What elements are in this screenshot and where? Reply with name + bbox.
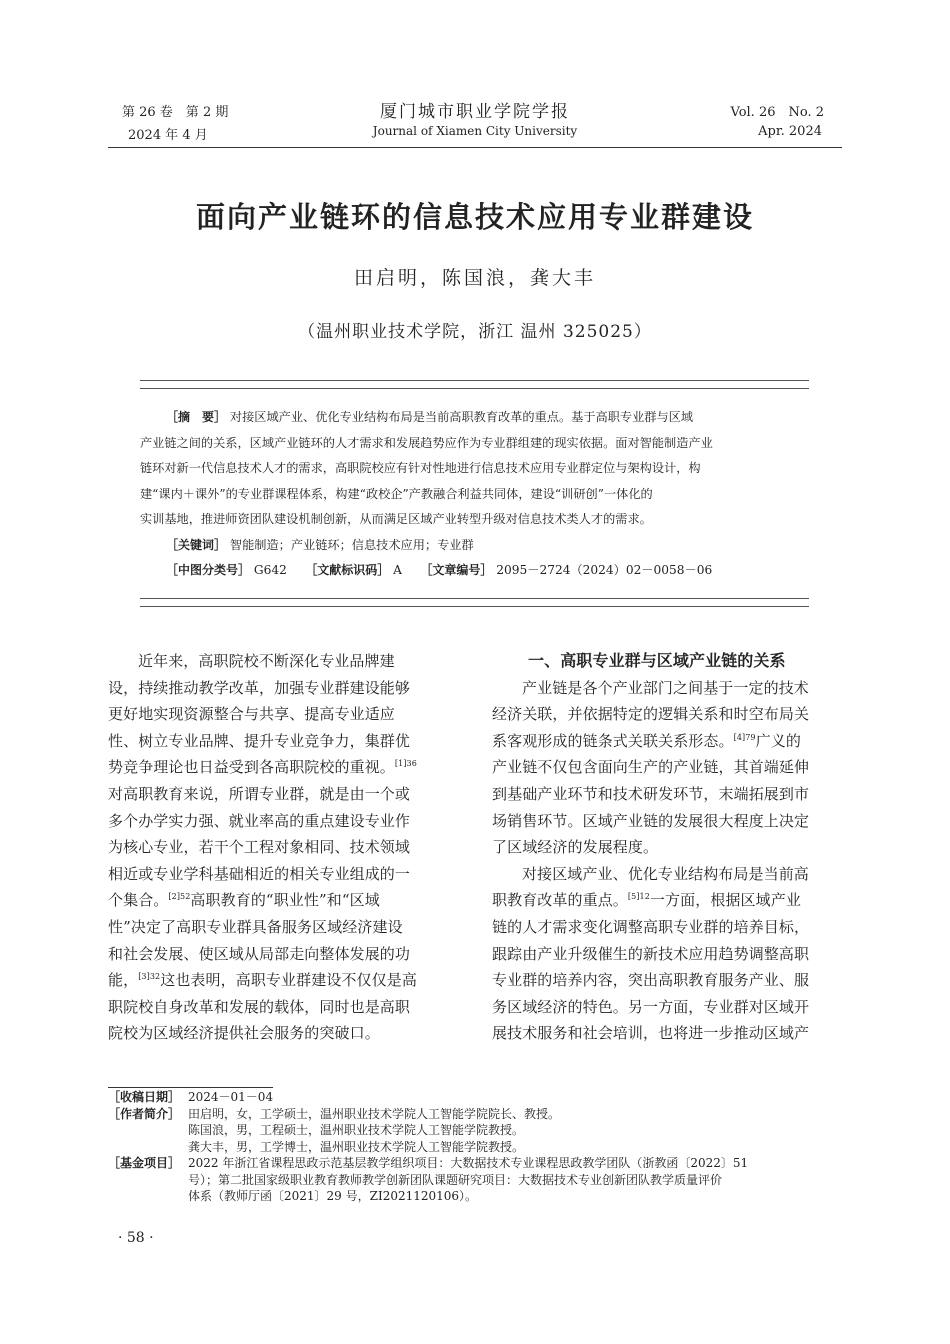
- funding-line: 2022 年浙江省课程思政示范基层教学组织项目：大数据技术专业课程思政教学团队（浙教函〔2022〕51: [188, 1156, 749, 1170]
- body-line: 展技术服务和社会培训，也将进一步推动区域产: [492, 1024, 810, 1043]
- received-label: ［收稿日期］: [108, 1090, 181, 1104]
- section-heading: 一、高职专业群与区域产业链的关系: [528, 651, 786, 670]
- author-bio-row: [108, 1106, 848, 1156]
- classification-line: [140, 558, 809, 584]
- footnotes: [108, 1089, 848, 1205]
- body-line: 性”决定了高职专业群具备服务区域经济建设: [108, 917, 403, 936]
- citation-ref: [4]79: [733, 732, 756, 742]
- abstract-line: ［摘 要］ 对接区域产业、优化专业结构布局是当前高职教育改革的重点。基于高职专业群与区域: [166, 410, 694, 424]
- body-line: 链的人才需求变化调整高职专业群的培养目标，: [492, 917, 810, 936]
- body-line: 到基础产业环节和技术研发环节，末端拓展到市: [492, 784, 810, 803]
- abstract-bottom-rule-2: [140, 606, 809, 607]
- issue-date: 2024 年 4 月: [128, 128, 208, 143]
- citation-ref: [1]36: [394, 759, 417, 769]
- body-line: 经济关联，并依据特定的逻辑关系和时空布局关: [492, 705, 810, 724]
- keywords-line: [140, 533, 809, 559]
- issue-date-en: Apr. 2024: [758, 124, 822, 139]
- abstract-top-rule-2: [140, 388, 809, 389]
- abstract-line: 产业链之间的关系，区域产业链环的人才需求和发展趋势应作为专业群组建的现实依据。面对智能制造产业: [140, 435, 713, 450]
- article-title: 面向产业链环的信息技术应用专业群建设: [195, 200, 754, 234]
- abstract-bottom-rule: [140, 598, 809, 599]
- body-line: 产业链是各个产业部门之间基于一定的技术: [522, 678, 809, 697]
- abstract-line: 链环对新一代信息技术人才的需求，高职院校应有针对性地进行信息技术应用专业群定位与架构设计，构: [140, 461, 701, 475]
- body-line: 个集合。$^{[2]52}$高职教育的“职业性”和“区域: [108, 891, 380, 910]
- volume-issue: 第 26 卷 第 2 期: [122, 105, 229, 120]
- funding-line: 号）；第二批国家级职业教育教师教学创新团队课题研究项目：大数据技术专业创新团队教学质量评价: [188, 1172, 723, 1187]
- body-line: 设，持续推动教学改革，加强专业群建设能够: [108, 678, 411, 697]
- clc-label: ［中图分类号］: [166, 563, 251, 577]
- abstract-block: [140, 405, 809, 584]
- author-bio-line: 陈国浪，男，工程硕士，温州职业技术学院人工智能学院教授。: [188, 1123, 525, 1137]
- body-line: 势竞争理论也日益受到各高职院校的重视。$^{[1]36}$: [108, 758, 417, 777]
- citation-ref: [5]12: [627, 892, 650, 902]
- body-line: 务区域经济的特色。另一方面，专业群对区域开: [492, 997, 810, 1016]
- body-line: 近年来，高职院校不断深化专业品牌建: [138, 652, 395, 670]
- page-number: · 58 ·: [118, 1230, 154, 1246]
- body-line: 产业链不仅包含面向生产的产业链，其首端延伸: [492, 758, 810, 777]
- author-bio-line: 田启明，女，工学硕士，温州职业技术学院人工智能学院院长、教授。: [188, 1106, 561, 1121]
- body-line: 了区域经济的发展程度。: [492, 838, 659, 857]
- body-line: 多个办学实力强、就业率高的重点建设专业作: [108, 811, 411, 830]
- keywords-label: ［关键词］: [166, 537, 227, 552]
- article-number-label: ［文章编号］: [426, 563, 493, 577]
- body-line: 和社会发展、使区域从局部走向整体发展的功: [108, 944, 411, 963]
- body-right-text: [492, 675, 844, 1047]
- body-column-left: [108, 648, 460, 1047]
- body-line: 相近或专业学科基础相近的相关专业组成的一: [108, 864, 411, 883]
- body-line: 更好地实现资源整合与共享、提高专业适应: [108, 705, 395, 724]
- body-line: 专业群的培养内容，突出高职教育服务产业、服: [492, 971, 810, 990]
- body-line: 为核心专业，若干个工程对象相同、技术领域: [108, 838, 411, 857]
- journal-name-cn: 厦门城市职业学院学报: [380, 102, 570, 122]
- body-line: 场销售环节。区域产业链的发展很大程度上决定: [492, 811, 810, 830]
- funding-label: ［基金项目］: [108, 1156, 181, 1170]
- body-line: 院校为区域经济提供社会服务的突破口。: [108, 1024, 380, 1043]
- body-column-right: [492, 648, 844, 1047]
- funding-row: [108, 1155, 848, 1205]
- journal-name-en: Journal of Xiamen City University: [372, 124, 578, 138]
- body-line: 对高职教育来说，所谓专业群，就是由一个或: [108, 784, 411, 803]
- volume-issue-en: Vol. 26 No. 2: [730, 105, 824, 120]
- clc-code: G642: [253, 563, 287, 577]
- abstract-line: 实训基地，推进师资团队建设机制创新，从而满足区域产业转型升级对信息技术类人才的需求。: [140, 512, 652, 526]
- body-line: 对接区域产业、优化专业结构布局是当前高: [522, 864, 809, 883]
- body-line: 职教育改革的重点。$^{[5]12}$一方面，根据区域产业: [492, 891, 801, 910]
- keywords: 智能制造；产业链环；信息技术应用；专业群: [229, 537, 474, 552]
- abstract-top-rule: [140, 380, 809, 381]
- running-header: [108, 97, 842, 149]
- received-date: 2024－01－04: [188, 1090, 274, 1104]
- article-authors: 田启明，陈国浪，龚大丰: [353, 267, 596, 289]
- body-line: 性、树立专业品牌、提升专业竞争力，集群优: [108, 731, 411, 750]
- abstract-line: 建“课内＋课外”的专业群课程体系，构建“政校企”产教融合利益共同体，建设“训研创”一体化的: [140, 486, 653, 501]
- body-line: 跟踪由产业升级催生的新技术应用趋势调整高职: [492, 944, 810, 963]
- author-bio-line: 龚大丰，男，工学博士，温州职业技术学院人工智能学院教授。: [188, 1139, 525, 1154]
- citation-ref: [2]52: [168, 892, 191, 902]
- citation-ref: [3]32: [138, 972, 161, 982]
- author-affiliation: （温州职业技术学院，浙江 温州 325025）: [298, 322, 652, 342]
- body-line: 职院校自身改革和发展的载体，同时也是高职: [108, 997, 411, 1016]
- author-bio-label: ［作者简介］: [108, 1106, 181, 1121]
- body-line: 能，$^{[3]32}$这也表明，高职专业群建设不仅仅是高: [108, 971, 417, 990]
- body-line: 系客观形成的链条式关联关系形态。$^{[4]79}$广义的: [492, 731, 801, 750]
- article-number: 2095－2724（2024）02－0058－06: [496, 563, 713, 577]
- received-date-row: [108, 1089, 848, 1106]
- abstract-label: ［摘 要］: [166, 410, 227, 424]
- doc-label: ［文献标识码］: [311, 563, 390, 577]
- header-rule: [108, 147, 842, 148]
- funding-line: 体系（教师厅函〔2021〕29 号，ZI2021120106）。: [188, 1189, 478, 1203]
- doc-code: A: [393, 563, 402, 577]
- footnote-rule: [108, 1087, 273, 1088]
